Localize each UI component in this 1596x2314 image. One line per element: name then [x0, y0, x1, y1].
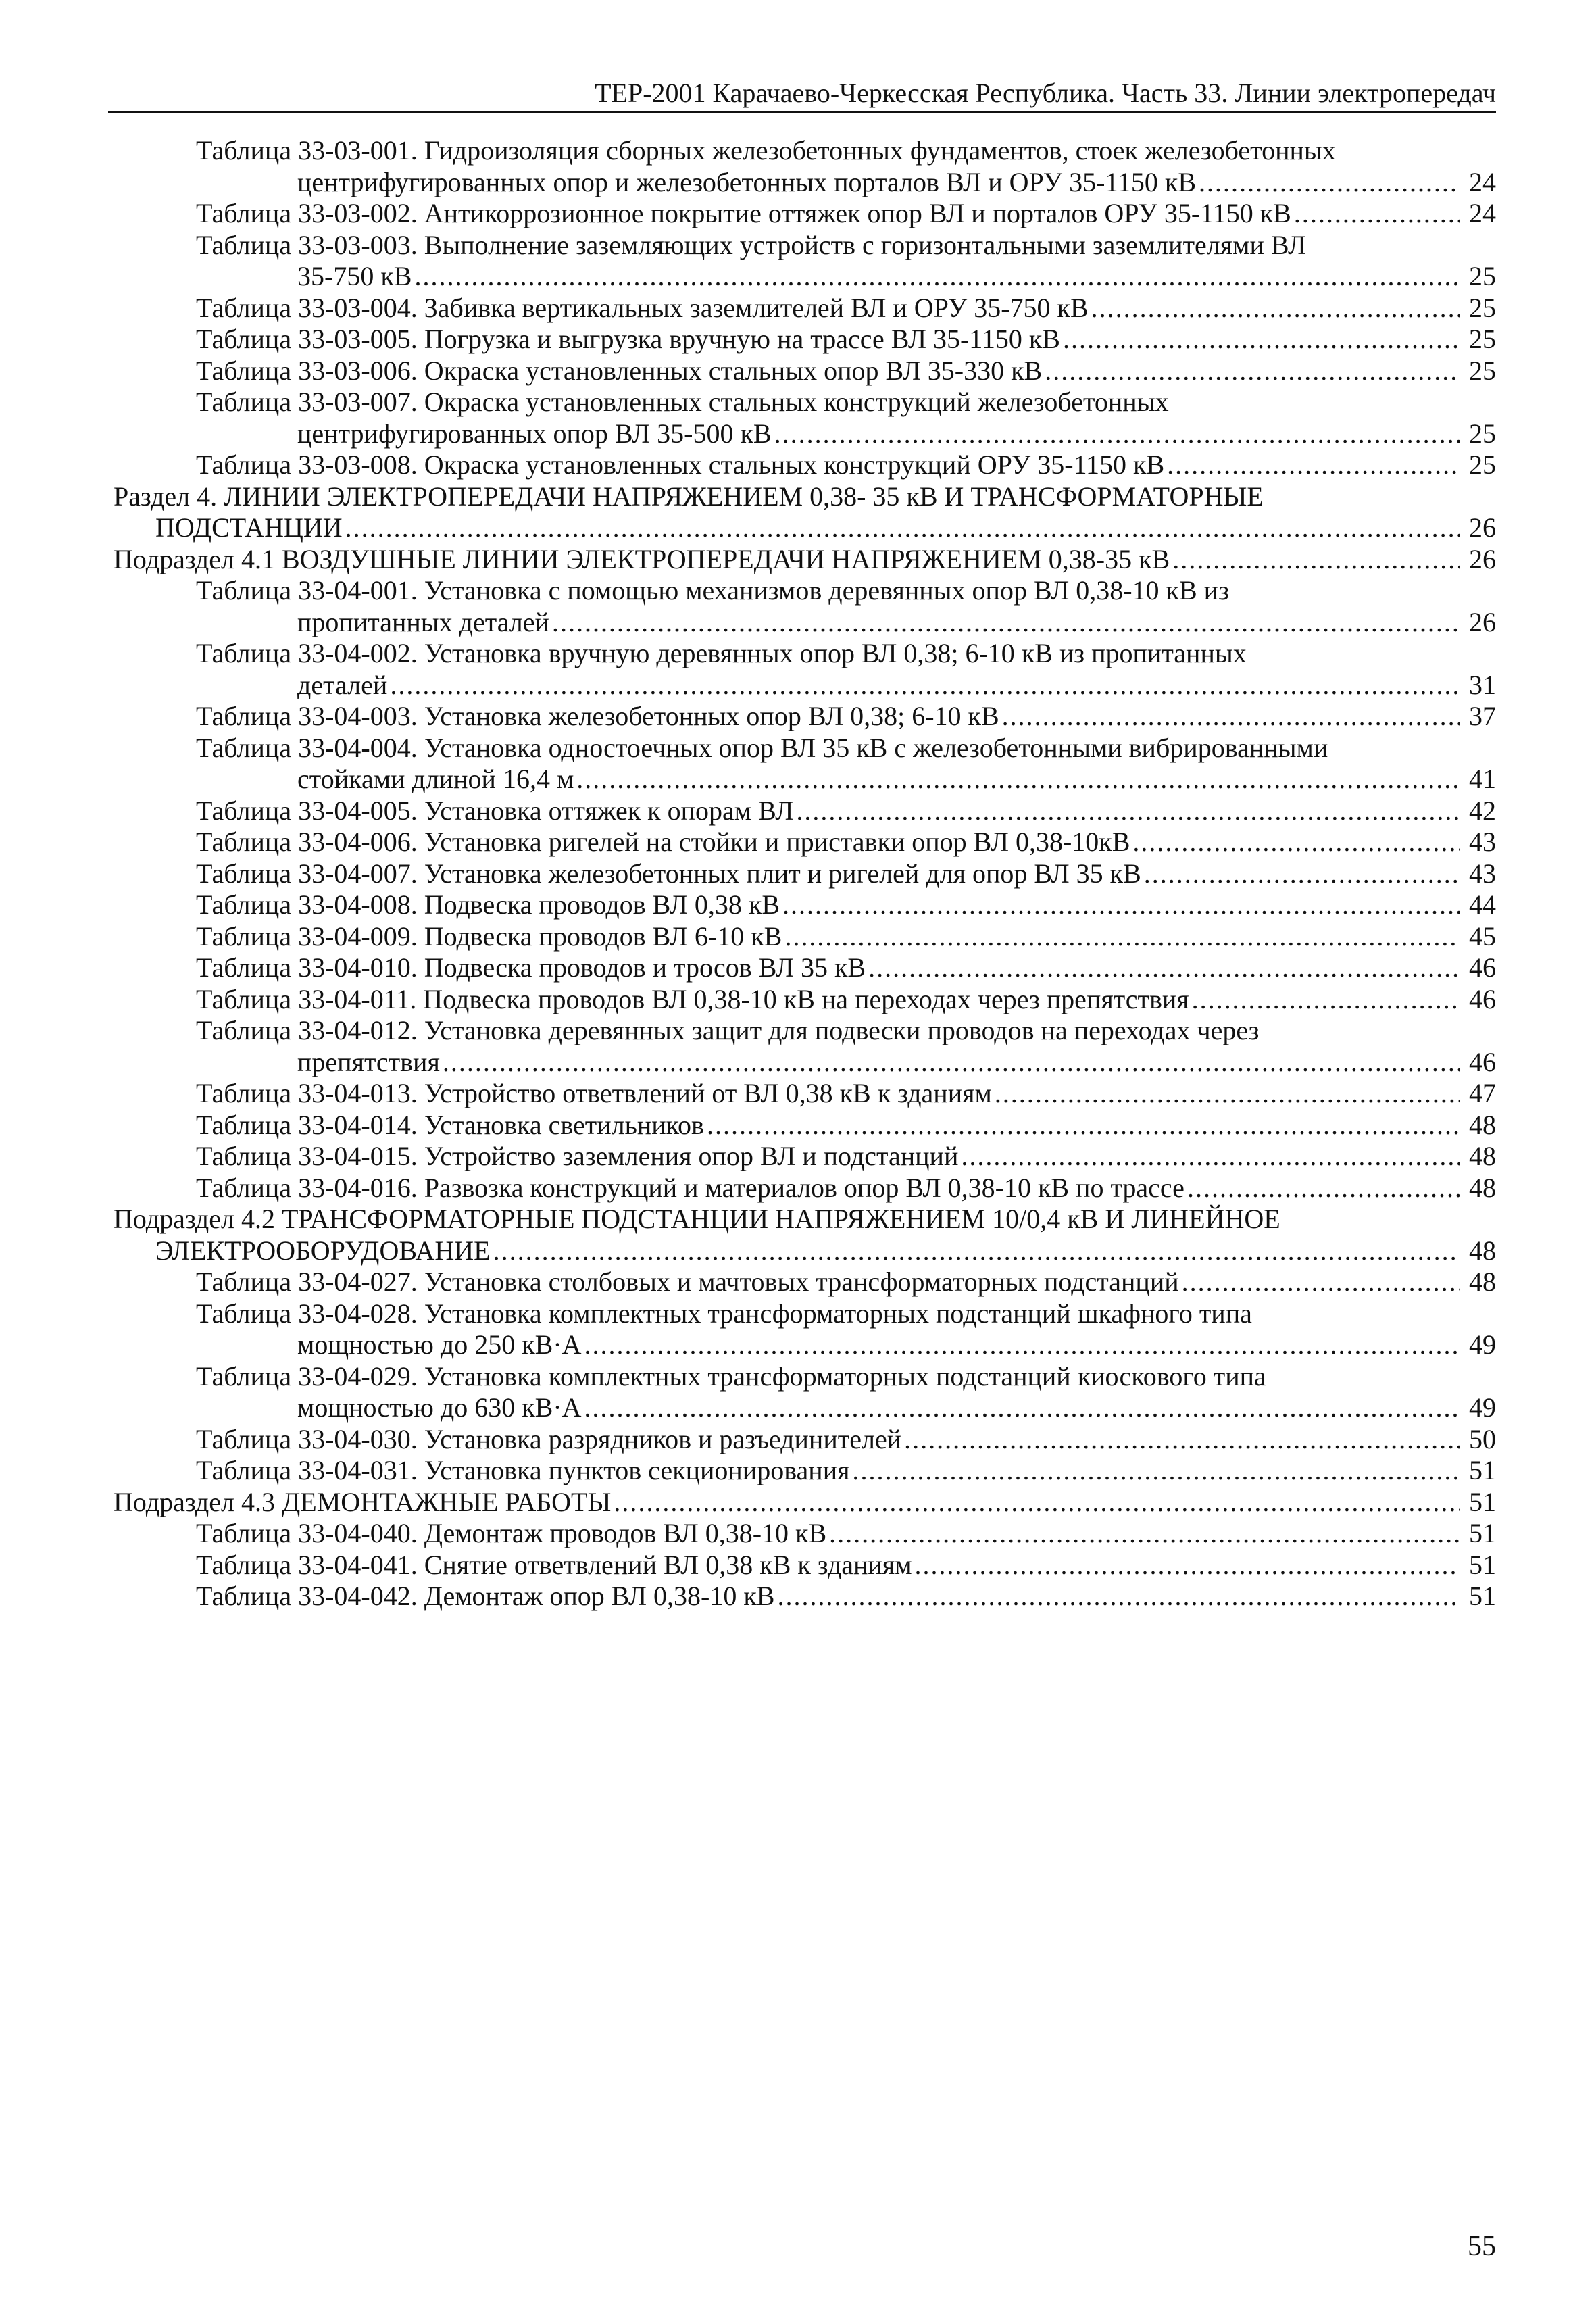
toc-table-entry[interactable]	[196, 1518, 1496, 1550]
dot-leader	[1172, 544, 1460, 576]
toc-entry-title: стойками длиной 16,4 м	[297, 764, 574, 794]
toc-entry-title: Таблица 33-04-011. Подвеска проводов ВЛ 0,38-10 кВ на переходах через препятствия	[196, 983, 1189, 1014]
dot-leader	[584, 1329, 1460, 1361]
toc-entry-title: Подраздел 4.1 ВОЗДУШНЫЕ ЛИНИИ ЭЛЕКТРОПЕРЕДАЧИ НАПРЯЖЕНИЕМ 0,38-35 кВ	[114, 543, 1170, 574]
toc-entry-leader-line	[196, 1078, 1496, 1110]
toc-table-entry[interactable]	[196, 387, 1496, 449]
dot-leader	[961, 1141, 1460, 1173]
toc-entry-leader-line	[196, 418, 1496, 450]
toc-entry-title: ПОДСТАНЦИИ	[155, 512, 343, 543]
toc-table-entry[interactable]	[196, 198, 1496, 230]
toc-entry-leader-line	[196, 1550, 1496, 1581]
toc-entry-leader-line	[196, 921, 1496, 953]
dot-leader	[1045, 355, 1460, 387]
toc-table-entry[interactable]	[196, 733, 1496, 795]
toc-table-entry[interactable]	[196, 952, 1496, 984]
toc-entry-leader-line	[196, 1173, 1496, 1204]
dot-leader	[915, 1550, 1460, 1581]
toc-entry-title: деталей	[297, 669, 388, 700]
toc-entry-title: Таблица 33-03-002. Антикоррозионное покрытие оттяжек опор ВЛ и порталов ОРУ 35-1150 кВ	[196, 198, 1291, 228]
page-number: 55	[1468, 2231, 1496, 2262]
toc-entry-leader-line	[196, 607, 1496, 639]
dot-leader	[774, 418, 1460, 450]
dot-leader	[796, 795, 1460, 827]
toc-page-number: 43	[1469, 858, 1496, 889]
toc-table-entry[interactable]	[196, 1173, 1496, 1204]
table-of-contents	[0, 135, 1596, 1613]
toc-entry-title: Таблица 33-04-003. Установка железобетонных опор ВЛ 0,38; 6-10 кВ	[196, 701, 999, 731]
toc-table-entry[interactable]	[196, 1141, 1496, 1173]
toc-page-number: 48	[1469, 1235, 1496, 1266]
toc-entry-leader-line	[196, 858, 1496, 890]
toc-entry-title: пропитанных деталей	[297, 606, 549, 637]
toc-entry-title-line: Таблица 33-04-028. Установка комплектных трансформаторных подстанций шкафного типа	[196, 1298, 1252, 1329]
toc-entry-title: Таблица 33-04-040. Демонтаж проводов ВЛ 0,38-10 кВ	[196, 1518, 827, 1548]
toc-page-number: 46	[1469, 1046, 1496, 1077]
toc-entry-leader-line	[196, 1141, 1496, 1173]
toc-entry-title-line: Таблица 33-03-001. Гидроизоляция сборных железобетонных фундаментов, стоек железобетонных	[196, 135, 1336, 166]
toc-entry-title: мощностью до 630 кВ·А	[297, 1392, 582, 1423]
toc-entry-title: Таблица 33-04-006. Установка ригелей на стойки и приставки опор ВЛ 0,38-10кВ	[196, 827, 1130, 857]
dot-leader	[1294, 198, 1460, 230]
toc-entry-leader-line	[196, 1518, 1496, 1550]
toc-table-entry[interactable]	[196, 1266, 1496, 1298]
toc-page-number: 26	[1469, 543, 1496, 574]
toc-page-number: 44	[1469, 889, 1496, 920]
toc-entry-title: Таблица 33-04-013. Устройство ответвлений от ВЛ 0,38 кВ к зданиям	[196, 1078, 992, 1108]
dot-leader	[1063, 324, 1460, 355]
toc-page-number: 51	[1469, 1518, 1496, 1548]
toc-page-number: 51	[1469, 1486, 1496, 1517]
toc-entry-title: Таблица 33-04-009. Подвеска проводов ВЛ 6-10 кВ	[196, 920, 782, 952]
toc-page-number: 50	[1469, 1423, 1496, 1454]
toc-table-entry[interactable]	[196, 1110, 1496, 1141]
toc-table-entry[interactable]	[196, 355, 1496, 387]
toc-entry-leader-line	[196, 795, 1496, 827]
toc-entry-title: Таблица 33-03-008. Окраска установленных стальных конструкций ОРУ 35-1150 кВ	[196, 449, 1165, 480]
toc-entry-leader-line	[196, 355, 1496, 387]
toc-entry-title: Таблица 33-04-007. Установка железобетонных плит и ригелей для опор ВЛ 35 кВ	[196, 858, 1141, 889]
toc-entry-title-line: Таблица 33-03-007. Окраска установленных стальных конструкций железобетонных	[196, 387, 1169, 417]
toc-subsection-entry[interactable]	[114, 1487, 1496, 1519]
toc-table-entry[interactable]	[196, 1298, 1496, 1361]
toc-page-number: 48	[1469, 1266, 1496, 1297]
toc-entry-title-line: Подраздел 4.2 ТРАНСФОРМАТОРНЫЕ ПОДСТАНЦИИ НАПРЯЖЕНИЕМ 10/0,4 кВ И ЛИНЕЙНОЕ	[114, 1204, 1280, 1234]
toc-table-entry[interactable]	[196, 135, 1496, 198]
dot-leader	[1091, 293, 1460, 324]
toc-entry-title-line: Таблица 33-04-012. Установка деревянных защит для подвески проводов на переходах через	[196, 1015, 1260, 1045]
toc-page-number: 51	[1469, 1581, 1496, 1611]
toc-page-number: 45	[1469, 920, 1496, 952]
toc-subsection-entry[interactable]	[114, 1204, 1496, 1266]
toc-entry-title-line: Таблица 33-03-003. Выполнение заземляющих устройств с горизонтальными заземлителями ВЛ	[196, 229, 1307, 260]
toc-page-number: 26	[1469, 512, 1496, 543]
toc-page-number: 48	[1469, 1109, 1496, 1140]
toc-table-entry[interactable]	[196, 889, 1496, 921]
toc-table-entry[interactable]	[196, 795, 1496, 827]
dot-leader	[707, 1110, 1460, 1141]
toc-entry-title: Таблица 33-03-004. Забивка вертикальных заземлителей ВЛ и ОРУ 35-750 кВ	[196, 292, 1089, 323]
toc-page-number: 51	[1469, 1455, 1496, 1485]
toc-entry-title: Таблица 33-04-031. Установка пунктов секционирования	[196, 1455, 850, 1485]
dot-leader	[995, 1078, 1460, 1110]
dot-leader	[414, 261, 1460, 293]
toc-entry-leader-line	[196, 764, 1496, 795]
toc-page-number: 31	[1469, 669, 1496, 700]
toc-entry-leader-line	[196, 1110, 1496, 1141]
toc-entry-title: Таблица 33-04-042. Демонтаж опор ВЛ 0,38-10 кВ	[196, 1581, 775, 1611]
toc-table-entry[interactable]	[196, 449, 1496, 481]
dot-leader	[443, 1047, 1460, 1079]
toc-entry-leader-line	[196, 1392, 1496, 1424]
toc-page-number: 25	[1469, 324, 1496, 354]
toc-entry-title: ЭЛЕКТРООБОРУДОВАНИЕ	[155, 1235, 491, 1266]
toc-table-entry[interactable]	[196, 1550, 1496, 1581]
toc-entry-title: Таблица 33-04-015. Устройство заземления опор ВЛ и подстанций	[196, 1141, 959, 1171]
toc-entry-leader-line	[114, 1235, 1496, 1267]
toc-entry-title: Таблица 33-03-006. Окраска установленных стальных опор ВЛ 35-330 кВ	[196, 355, 1043, 386]
toc-entry-title: Таблица 33-04-010. Подвеска проводов и тросов ВЛ 35 кВ	[196, 952, 866, 983]
toc-entry-leader-line	[114, 544, 1496, 576]
toc-page-number: 43	[1469, 827, 1496, 857]
toc-table-entry[interactable]	[196, 1078, 1496, 1110]
toc-page-number: 51	[1469, 1549, 1496, 1580]
toc-entry-title: Таблица 33-04-008. Подвеска проводов ВЛ 0,38 кВ	[196, 889, 780, 920]
toc-table-entry[interactable]	[196, 701, 1496, 733]
dot-leader	[904, 1424, 1460, 1456]
toc-table-entry[interactable]	[196, 1361, 1496, 1424]
toc-entry-title-line: Раздел 4. ЛИНИИ ЭЛЕКТРОПЕРЕДАЧИ НАПРЯЖЕНИЕМ 0,38- 35 кВ И ТРАНСФОРМАТОРНЫЕ	[114, 481, 1264, 512]
toc-entry-leader-line	[196, 889, 1496, 921]
toc-entry-title: центрифугированных опор ВЛ 35-500 кВ	[297, 418, 772, 449]
toc-entry-title: Таблица 33-04-030. Установка разрядников и разъединителей	[196, 1423, 902, 1454]
toc-table-entry[interactable]	[196, 984, 1496, 1016]
toc-page-number: 49	[1469, 1329, 1496, 1360]
toc-entry-title-line: Таблица 33-04-004. Установка одностоечных опор ВЛ 35 кВ с железобетонными вибрированными	[196, 732, 1328, 763]
toc-table-entry[interactable]	[196, 293, 1496, 324]
toc-entry-leader-line	[114, 1487, 1496, 1519]
dot-leader	[1002, 701, 1460, 733]
toc-page-number: 46	[1469, 983, 1496, 1014]
toc-page-number: 25	[1469, 261, 1496, 291]
toc-entry-leader-line	[196, 827, 1496, 858]
toc-entry-leader-line	[196, 261, 1496, 293]
toc-table-entry[interactable]	[196, 858, 1496, 890]
page-header	[108, 77, 1496, 113]
toc-entry-title-line: Таблица 33-04-029. Установка комплектных трансформаторных подстанций киоскового типа	[196, 1360, 1266, 1392]
toc-page-number: 24	[1469, 166, 1496, 197]
dot-leader	[1132, 827, 1460, 858]
toc-table-entry[interactable]	[196, 1455, 1496, 1487]
dot-leader	[1187, 1173, 1460, 1204]
dot-leader	[390, 670, 1460, 701]
toc-page-number: 49	[1469, 1392, 1496, 1423]
toc-entry-leader-line	[196, 670, 1496, 701]
dot-leader	[782, 889, 1460, 921]
toc-page-number: 25	[1469, 449, 1496, 480]
dot-leader	[1182, 1266, 1460, 1298]
toc-entry-title: Таблица 33-03-005. Погрузка и выгрузка вручную на трассе ВЛ 35-1150 кВ	[196, 324, 1060, 354]
dot-leader	[853, 1455, 1460, 1487]
toc-table-entry[interactable]	[196, 230, 1496, 293]
dot-leader	[777, 1581, 1460, 1613]
toc-page-number: 48	[1469, 1172, 1496, 1203]
toc-entry-title: 35-750 кВ	[297, 261, 412, 291]
dot-leader	[1192, 984, 1460, 1016]
dot-leader	[829, 1518, 1460, 1550]
toc-entry-leader-line	[114, 512, 1496, 544]
dot-leader	[552, 607, 1460, 639]
toc-page-number: 25	[1469, 355, 1496, 386]
toc-entry-title: Таблица 33-04-016. Развозка конструкций и материалов опор ВЛ 0,38-10 кВ по трассе	[196, 1172, 1184, 1203]
toc-section-entry[interactable]	[114, 481, 1496, 544]
toc-entry-leader-line	[196, 167, 1496, 199]
dot-leader	[345, 512, 1460, 544]
toc-page-number: 24	[1469, 198, 1496, 228]
toc-entry-leader-line	[196, 449, 1496, 481]
toc-table-entry[interactable]	[196, 1424, 1496, 1456]
toc-entry-leader-line	[196, 984, 1496, 1016]
header-title: ТЕР-2001 Карачаево-Черкесская Республика. Часть 33. Линии электропередач	[595, 78, 1496, 108]
toc-entry-leader-line	[196, 198, 1496, 230]
toc-entry-title: препятствия	[297, 1046, 440, 1077]
toc-entry-title: Подраздел 4.3 ДЕМОНТАЖНЫЕ РАБОТЫ	[114, 1486, 612, 1517]
toc-entry-leader-line	[196, 1329, 1496, 1361]
dot-leader	[576, 764, 1460, 795]
toc-page-number: 48	[1469, 1141, 1496, 1171]
toc-entry-leader-line	[196, 1047, 1496, 1079]
toc-entry-leader-line	[196, 1581, 1496, 1613]
dot-leader	[493, 1235, 1460, 1267]
toc-page-number: 46	[1469, 952, 1496, 983]
toc-entry-title: Таблица 33-04-014. Установка светильников	[196, 1109, 704, 1140]
toc-entry-leader-line	[196, 1266, 1496, 1298]
toc-table-entry[interactable]	[196, 1581, 1496, 1613]
toc-table-entry[interactable]	[196, 324, 1496, 355]
toc-table-entry[interactable]	[196, 638, 1496, 701]
dot-leader	[1144, 858, 1460, 890]
dot-leader	[614, 1487, 1460, 1519]
toc-entry-title-line: Таблица 33-04-002. Установка вручную деревянных опор ВЛ 0,38; 6-10 кВ из пропитанных	[196, 638, 1247, 668]
toc-entry-leader-line	[196, 293, 1496, 324]
toc-entry-title: мощностью до 250 кВ·А	[297, 1329, 582, 1360]
toc-entry-title: Таблица 33-04-027. Установка столбовых и мачтовых трансформаторных подстанций	[196, 1266, 1179, 1297]
toc-page-number: 25	[1469, 292, 1496, 323]
toc-page-number: 25	[1469, 418, 1496, 449]
dot-leader	[1199, 167, 1460, 199]
toc-page-number: 26	[1469, 606, 1496, 637]
toc-table-entry[interactable]	[196, 1015, 1496, 1078]
dot-leader	[584, 1392, 1460, 1424]
toc-subsection-entry[interactable]	[114, 544, 1496, 576]
toc-entry-leader-line	[196, 701, 1496, 733]
toc-table-entry[interactable]	[196, 827, 1496, 858]
toc-page-number: 42	[1469, 795, 1496, 826]
toc-entry-title: центрифугированных опор и железобетонных порталов ВЛ и ОРУ 35-1150 кВ	[297, 166, 1197, 197]
toc-page-number: 47	[1469, 1078, 1496, 1108]
toc-page-number: 41	[1469, 764, 1496, 794]
toc-entry-leader-line	[196, 324, 1496, 355]
toc-entry-leader-line	[196, 952, 1496, 984]
toc-entry-leader-line	[196, 1424, 1496, 1456]
toc-entry-title: Таблица 33-04-041. Снятие ответвлений ВЛ 0,38 кВ к зданиям	[196, 1549, 912, 1580]
dot-leader	[784, 921, 1460, 953]
toc-entry-title: Таблица 33-04-005. Установка оттяжек к опорам ВЛ	[196, 795, 794, 826]
toc-table-entry[interactable]	[196, 921, 1496, 953]
dot-leader	[868, 952, 1460, 984]
toc-page-number: 37	[1469, 701, 1496, 731]
toc-entry-title-line: Таблица 33-04-001. Установка с помощью механизмов деревянных опор ВЛ 0,38-10 кВ из	[196, 575, 1229, 606]
toc-table-entry[interactable]	[196, 575, 1496, 638]
dot-leader	[1167, 449, 1460, 481]
toc-entry-leader-line	[196, 1455, 1496, 1487]
